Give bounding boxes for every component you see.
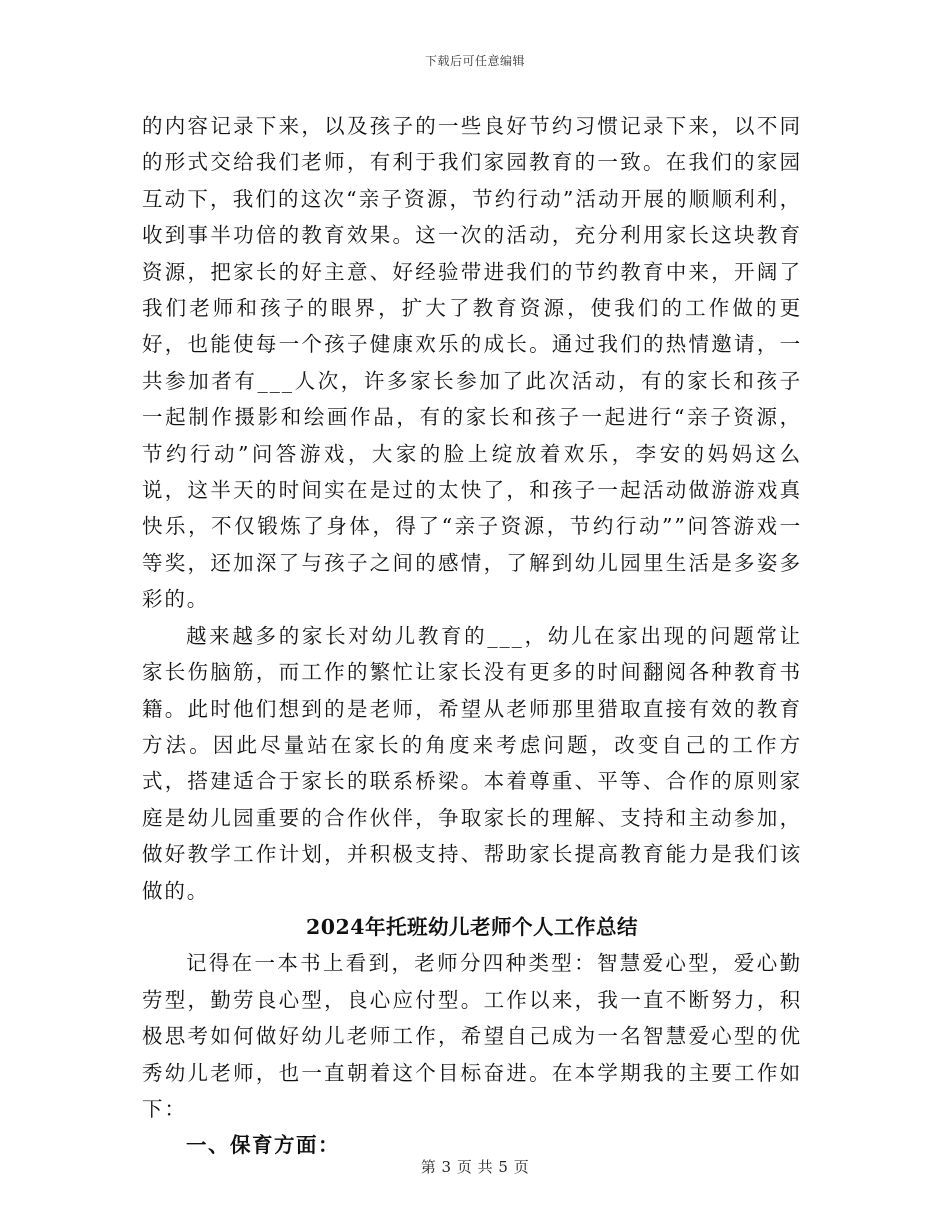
paragraph-continued: 的内容记录下来，以及孩子的一些良好节约习惯记录下来，以不同的形式交给我们老师，有利于我们家园教育的一致。在我们的家园互动下，我们的这次“亲子资源，节约行动”活动开展的顺顺利利，收到事半功倍的教育效果。这一次的活动，充分利用家长这块教育资源，把家长的好主意、好经验带进我们的节约教育中来，开阔了我们老师和孩子的眼界，扩大了教育资源，使我们的工作做的更好，也能使每一个孩子健康欢乐的成长。通过我们的热情邀请，一共参加者有___人次，许多家长参加了此次活动，有的家长和孩子一起制作摄影和绘画作品，有的家长和孩子一起进行“亲子资源，节约行动”问答游戏，大家的脸上绽放着欢乐，李安的妈妈这么说，这半天的时间实在是过的太快了，和孩子一起活动做游游戏真快乐，不仅锻炼了身体，得了“亲子资源，节约行动””问答游戏一等奖，还加深了与孩子之间的感情，了解到幼儿园里生活是多姿多彩的。 xyxy=(142,114,802,612)
paragraph-parents: 越来越多的家长对幼儿教育的___，幼儿在家出现的问题常让家长伤脑筋，而工作的繁忙让家长没有更多的时间翻阅各种教育书籍。此时他们想到的是老师，希望从老师那里猎取直接有效的教育方法。因此尽量站在家长的角度来考虑问题，改变自己的工作方式，搭建适合于家长的联系桥梁。本着尊重、平等、合作的原则家庭是幼儿园重要的合作伙伴，争取家长的理解、支持和主动参加，做好教学工作计划，并积极支持、帮助家长提高教育能力是我们该做的。 xyxy=(142,623,802,903)
page-footer: 第 3 页 共 5 页 xyxy=(420,1158,530,1176)
section-heading-care: 一、保育方面： xyxy=(186,1133,340,1158)
document-body xyxy=(142,108,802,1164)
paragraph-intro: 记得在一本书上看到，老师分四种类型：智慧爱心型，爱心勤劳型，勤劳良心型，良心应付型。工作以来，我一直不断努力，积极思考如何做好幼儿老师工作，希望自己成为一名智慧爱心型的优秀幼儿老师，也一直朝着这个目标奋进。在本学期我的主要工作如下： xyxy=(142,951,802,1121)
document-title: 2024年托班幼儿老师个人工作总结 xyxy=(305,914,639,939)
page-header: 下载后可任意编辑 xyxy=(424,54,525,68)
